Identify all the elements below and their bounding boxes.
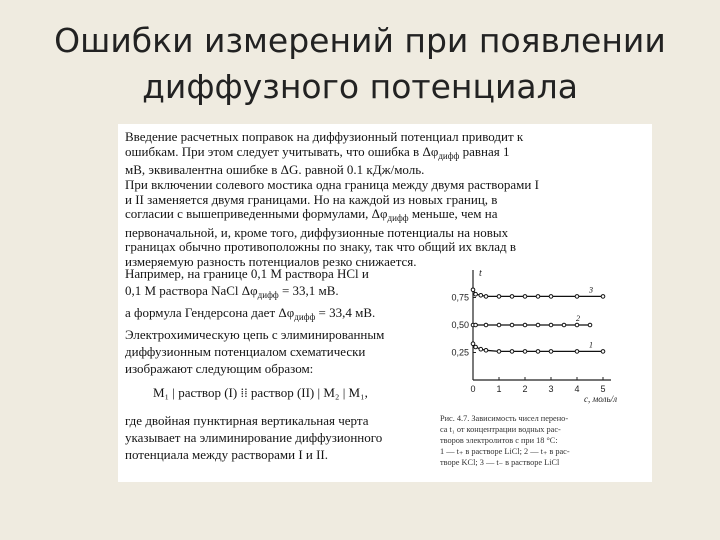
data-point: [484, 349, 488, 353]
y-axis-label: t: [479, 268, 482, 279]
data-point: [474, 292, 478, 296]
text-line: измеряемую разность потенциалов резко снижается.: [125, 253, 417, 269]
text-line: изображают следующим образом:: [125, 361, 314, 376]
text-fragment: = 33,1 мВ.: [278, 283, 339, 298]
data-point: [510, 323, 514, 327]
paragraph-intro: [125, 130, 647, 178]
paragraph-explanation: [125, 412, 425, 463]
text-line: мВ, эквивалентна ошибке в ΔG. равной 0.1 кДж/моль.: [125, 162, 425, 178]
text-line: границах обычно противоположны по знаку, так что общий их вклад в: [125, 239, 517, 255]
data-point: [474, 345, 478, 349]
data-point: [601, 295, 605, 299]
scanned-page: [118, 124, 652, 482]
text-fragment: ошибкам. При этом следует учитывать, что ошибка в: [125, 143, 420, 159]
y-tick-label: 0,75: [451, 292, 469, 303]
y-tick-label: 0,25: [451, 347, 469, 358]
slide-title-line-1: Ошибки измерений при появлении: [54, 21, 666, 60]
text-line: [125, 145, 647, 164]
data-point: [523, 323, 527, 327]
series-label-3: 3: [589, 285, 593, 295]
text-line: При включении солевого мостика одна граница между двумя растворами I: [125, 177, 539, 192]
text-line: [125, 282, 435, 304]
transference-number-chart: [433, 262, 648, 412]
figure-caption: [440, 413, 650, 468]
x-tick-label: 3: [548, 384, 554, 394]
text-fragment: = 33,4 мВ.: [315, 305, 376, 320]
data-point: [479, 294, 483, 298]
text-line: [125, 304, 435, 326]
data-point: [523, 350, 527, 354]
caption-line: 1 — t₊ в растворе LiCl; 2 — t₊ в рас-: [440, 447, 570, 456]
paragraph-example: [125, 265, 435, 377]
x-tick-label: 2: [522, 384, 528, 394]
data-point: [523, 295, 527, 299]
data-point: [549, 295, 553, 299]
x-tick-label: 1: [496, 384, 502, 394]
data-point: [588, 323, 592, 327]
delta-phi-symbol: $\Delta\varphi_{дифф}$: [241, 283, 279, 300]
caption-line: творов электролитов с при 18 °С:: [440, 436, 558, 445]
text-line: потенциала между растворами I и II.: [125, 447, 329, 462]
x-axis-label: c, моль/л: [584, 394, 617, 404]
caption-line: творе KCl; 3 — t₋ в растворе LiCl: [440, 458, 560, 467]
data-point: [484, 323, 488, 327]
text-line: и II заменяется двумя границами. Но на каждой из новых границ, в: [125, 191, 498, 207]
data-point: [484, 295, 488, 299]
data-point: [549, 323, 553, 327]
text-fragment: согласии с вышеприведенными формулами,: [125, 206, 369, 222]
slide-title-line-2: диффузного потенциала: [142, 67, 578, 106]
text-fragment: равная 1: [459, 143, 510, 159]
text-line: Электрохимическую цепь с элиминированным: [125, 327, 385, 342]
data-point: [497, 350, 501, 354]
series-label-2: 2: [576, 314, 580, 323]
delta-phi-symbol: $\Delta\varphi_{дифф}$: [278, 305, 316, 322]
delta-phi-symbol: $\Delta\varphi_{дифф}$: [371, 206, 409, 224]
x-tick-label: 0: [470, 384, 476, 394]
data-point: [479, 347, 483, 351]
data-point: [474, 323, 478, 327]
series-label-1: 1: [589, 340, 593, 350]
caption-line: Рис. 4.7. Зависимость чисел перено-: [440, 414, 569, 423]
delta-phi-symbol: $\Delta\varphi_{дифф}$: [422, 143, 460, 161]
cell-scheme-formula: M₁ | раствор (I) ⁞⁞ раствор (II) | M₂ | M₁,: [153, 385, 368, 400]
text-fragment: а формула Гендерсона дает: [125, 305, 276, 320]
data-point: [601, 350, 605, 354]
text-line: указывает на элиминирование диффузионного: [125, 430, 383, 445]
caption-line: са t₁ от концентрации водных рас-: [440, 425, 561, 434]
data-point: [536, 323, 540, 327]
data-point: [510, 295, 514, 299]
text-fragment: 0,1 М раствора NaCl: [125, 283, 239, 298]
data-point: [536, 350, 540, 354]
slide-title: [0, 18, 720, 110]
data-point: [536, 295, 540, 299]
text-line: первоначальной, и, кроме того, диффузионные потенциалы на новых: [125, 224, 509, 240]
data-point: [549, 350, 553, 354]
data-point: [562, 323, 566, 327]
data-point: [471, 342, 475, 346]
data-point: [497, 295, 501, 299]
y-tick-label: 0,50: [451, 320, 469, 330]
text-line: Введение расчетных поправок на диффузионный потенциал приводит к: [125, 129, 524, 144]
x-tick-label: 4: [574, 384, 580, 394]
text-fragment: меньше, чем на: [408, 206, 498, 222]
data-point: [575, 350, 579, 354]
data-point: [510, 350, 514, 354]
text-line: Например, на границе 0,1 М раствора HCl и: [125, 266, 369, 281]
text-line: [125, 207, 647, 226]
data-point: [575, 295, 579, 299]
text-line: диффузионным потенциалом схематически: [125, 344, 366, 359]
paragraph-salt-bridge: [125, 178, 647, 270]
data-point: [575, 323, 579, 327]
data-point: [471, 288, 475, 292]
x-tick-label: 5: [600, 384, 606, 394]
data-point: [497, 323, 501, 327]
text-line: где двойная пунктирная вертикальная черта: [125, 413, 369, 428]
